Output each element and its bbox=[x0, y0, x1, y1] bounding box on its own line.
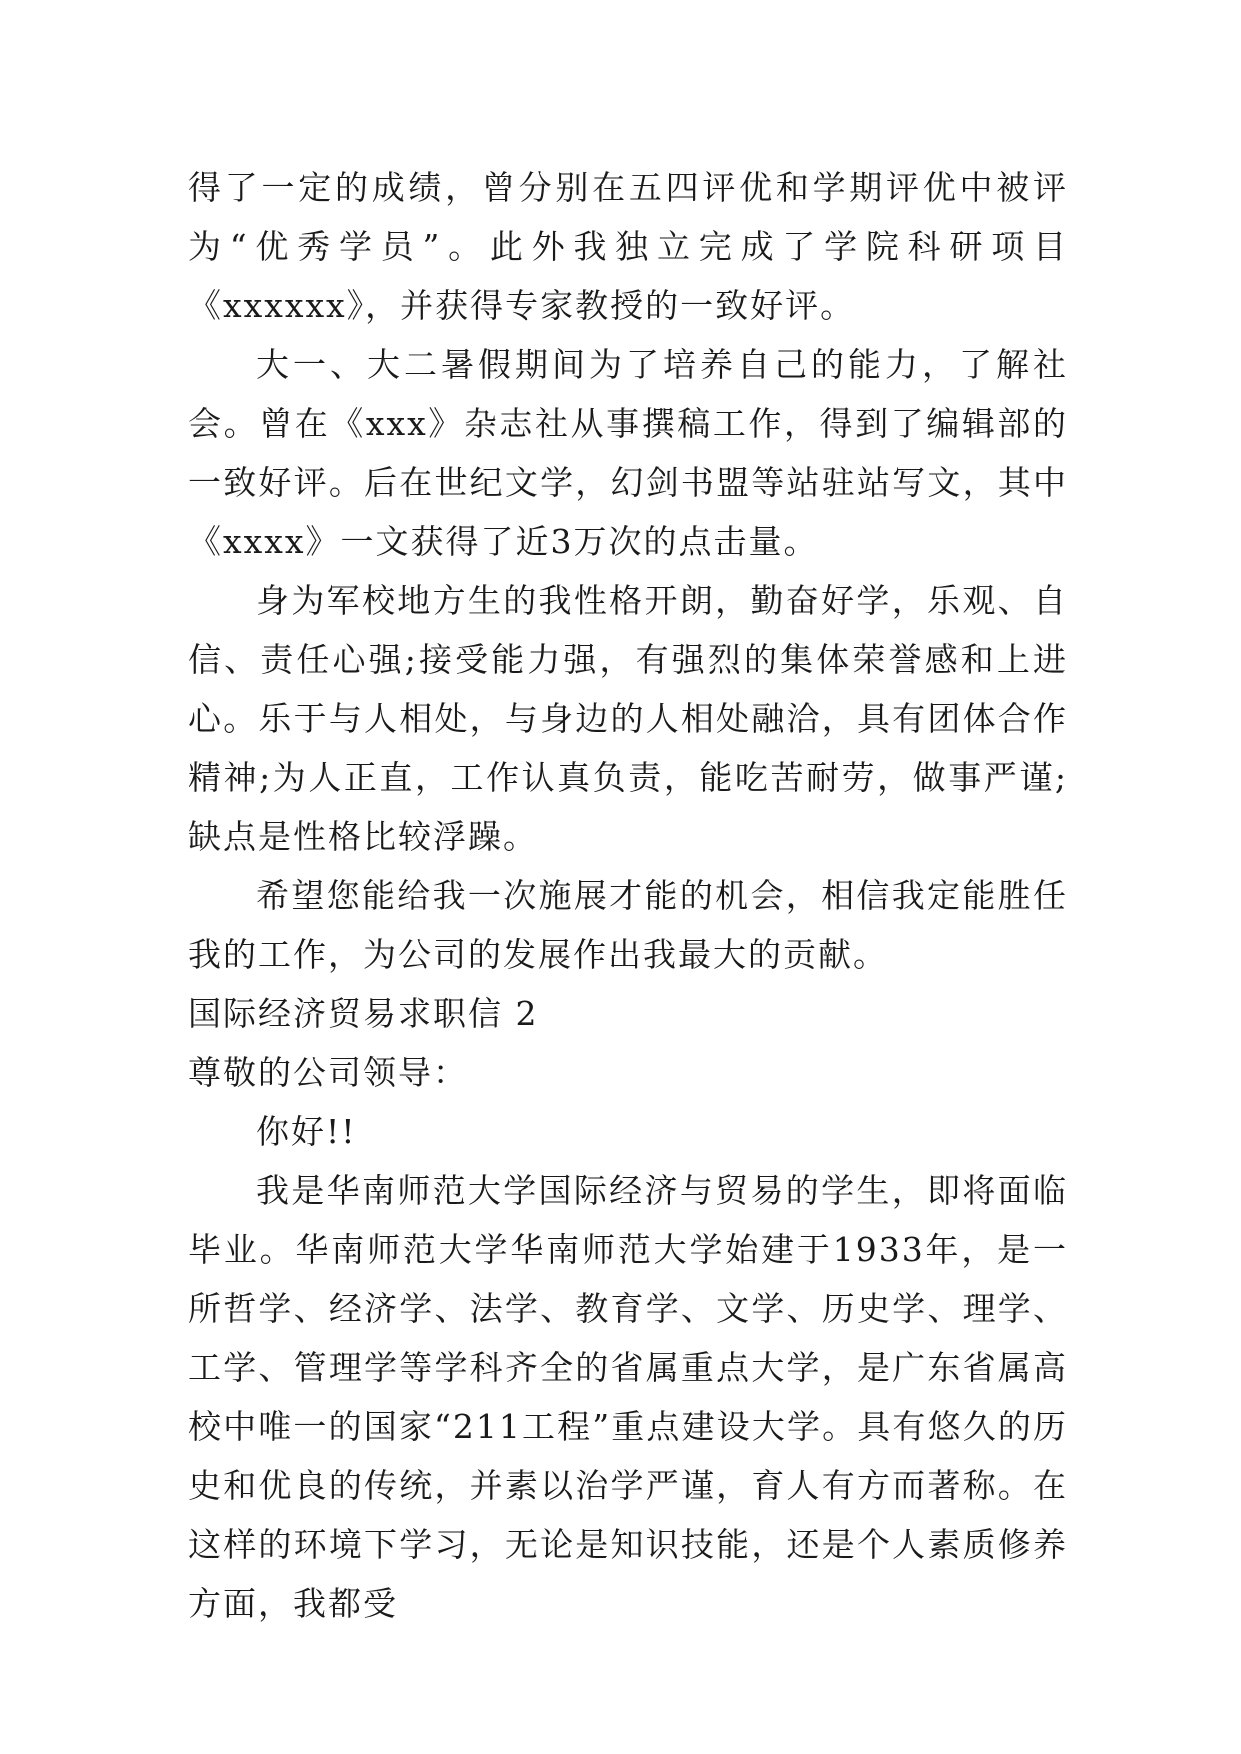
letter-salutation: 尊敬的公司领导： bbox=[188, 1053, 468, 1092]
paragraph-personality: 身为军校地方生的我性格开朗，勤奋好学，乐观、自信、责任心强;接受能力强，有强烈的集体荣誉感和上进心。乐于与人相处，与身边的人相处融洽，具有团体合作精神;为人正直，工作认真负责，能吃苦耐劳，做事严谨;缺点是性格比较浮躁。 bbox=[188, 581, 1068, 856]
paragraph-summer-work: 大一、大二暑假期间为了培养自己的能力，了解社会。曾在《xxx》杂志社从事撰稿工作，得到了编辑部的一致好评。后在世纪文学，幻剑书盟等站驻站写文，其中《xxxx》一文获得了近3万次的点击量。 bbox=[188, 345, 1068, 561]
paragraph-closing: 希望您能给我一次施展才能的机会，相信我定能胜任我的工作，为公司的发展作出我最大的贡献。 bbox=[188, 876, 1068, 974]
letter-greeting: 你好!! bbox=[256, 1112, 357, 1151]
paragraph-achievements: 得了一定的成绩，曾分别在五四评优和学期评优中被评为“优秀学员”。此外我独立完成了学院科研项目《xxxxxx》，并获得专家教授的一致好评。 bbox=[188, 168, 1068, 325]
paragraph-introduction: 我是华南师范大学国际经济与贸易的学生，即将面临毕业。华南师范大学华南师范大学始建于1933年，是一所哲学、经济学、法学、教育学、文学、历史学、理学、工学、管理学等学科齐全的省属重点大学，是广东省属高校中唯一的国家“211工程”重点建设大学。具有悠久的历史和优良的传统，并素以治学严谨，育人有方而著称。在这样的环境下学习，无论是知识技能，还是个人素质修养方面，我都受 bbox=[188, 1171, 1068, 1623]
letter-title: 国际经济贸易求职信 2 bbox=[188, 994, 539, 1033]
document-body bbox=[188, 158, 1068, 1633]
